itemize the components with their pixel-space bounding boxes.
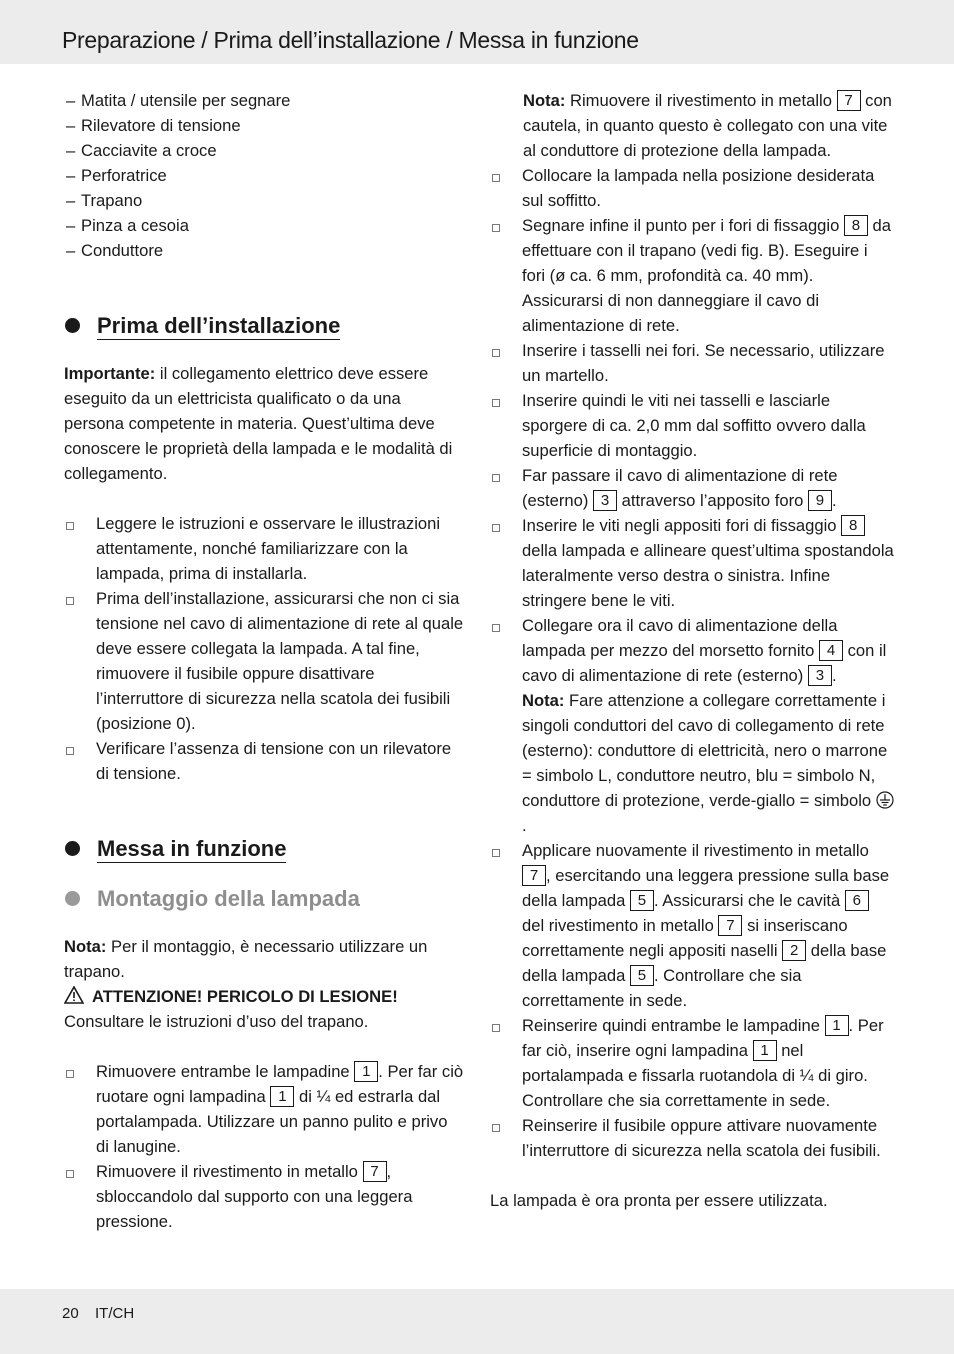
mounting-note: Nota: Per il montaggio, è necessario utilizzare un trapano. [64, 937, 428, 981]
step-item: Collegare ora il cavo di alimentazione della lampada per mezzo del morsetto fornito 4 con il cavo di alimentazione di rete (esterno) 3 . Nota: Fare attenzione a collegare correttamente i singoli conduttori del cavo di collegamento di rete (esterno): conduttore di elettricità, nero o marrone = simbolo L, conduttore neutro, blu = simbolo N, conduttore di protezione, verde-giallo = simbolo . [490, 613, 894, 838]
tool-item: – Perforatrice [64, 163, 464, 188]
ground-symbol-icon [876, 791, 894, 809]
part-number: 9 [808, 490, 832, 511]
important-paragraph: Importante: il collegamento elettrico deve essere eseguito da un elettricista qualificato o da una persona competente in materia. Quest’ultima deve conoscere le proprietà della lampada e le modalità di collegamento. [64, 364, 453, 483]
part-number: 8 [841, 515, 865, 536]
section-heading-operation: Messa in funzione [64, 833, 464, 865]
tool-item: – Conduttore [64, 238, 464, 263]
part-number: 6 [845, 890, 869, 911]
step-item: Rimuovere il rivestimento in metallo 7 , sbloccandolo dal supporto con una leggera pressione. [64, 1159, 464, 1234]
locale-label: IT/CH [95, 1305, 135, 1322]
warning-text: Consultare le istruzioni d’uso del trapano. [64, 1012, 369, 1031]
page-number: 20 [62, 1305, 79, 1322]
tool-item: – Rilevatore di tensione [64, 113, 464, 138]
part-number: 7 [718, 915, 742, 936]
part-number: 7 [363, 1161, 387, 1182]
page-footer [0, 1289, 954, 1354]
step-item: Inserire i tasselli nei fori. Se necessario, utilizzare un martello. [490, 338, 894, 388]
step-item: Inserire le viti negli appositi fori di fissaggio 8 della lampada e allineare quest’ultima spostandola lateralmente verso destra o sinistra. Infine stringere bene le viti. [490, 513, 894, 613]
step-item: Prima dell’installazione, assicurarsi che non ci sia tensione nel cavo di alimentazione di rete al quale deve essere collegata la lampada. A tal fine, rimuovere il fusibile oppure disattivare l’interruttore di sicurezza nella scatola dei fusibili (posizione 0). [64, 586, 464, 736]
page-header [0, 0, 954, 64]
part-number: 1 [825, 1015, 849, 1036]
step-item: Verificare l’assenza di tensione con un rilevatore di tensione. [64, 736, 464, 786]
step-item: Rimuovere entrambe le lampadine 1 . Per far ciò ruotare ogni lampadina 1 di ¼ ed estrarla dal portalampada. Utilizzare un panno pulito e privo di lanugine. [64, 1059, 464, 1159]
part-number: 7 [522, 865, 546, 886]
tool-item: – Cacciavite a croce [64, 138, 464, 163]
step-item: Applicare nuovamente il rivestimento in metallo 7 , esercitando una leggera pressione sulla base della lampada 5 . Assicurarsi che le cavità 6 del rivestimento in metallo 7 si inseriscano correttamente negli appositi naselli 2 della base della lampada 5 . Controllare che sia correttamente in sede. [490, 838, 894, 1013]
step-item: Inserire quindi le viti nei tasselli e lasciarle sporgere di ca. 2,0 mm dal soffitto ovvero dalla superficie di montaggio. [490, 388, 894, 463]
closing-text: La lampada è ora pronta per essere utilizzata. [490, 1191, 828, 1210]
step-item: Reinserire quindi entrambe le lampadine 1 . Per far ciò, inserire ogni lampadina 1 nel portalampada e fissarla ruotandola di ¼ di giro. Controllare che sia correttamente in sede. [490, 1013, 894, 1113]
part-number: 4 [819, 640, 843, 661]
part-number: 1 [354, 1061, 378, 1082]
page-title: Preparazione / Prima dell’installazione / Messa in funzione [62, 27, 639, 53]
part-number: 5 [630, 890, 654, 911]
part-number: 7 [837, 90, 861, 111]
tool-item: – Trapano [64, 188, 464, 213]
step-item: Reinserire il fusibile oppure attivare nuovamente l’interruttore di sicurezza nella scatola dei fusibili. [490, 1113, 894, 1163]
section-heading-mounting: Montaggio della lampada [64, 883, 464, 915]
step-item: Segnare infine il punto per i fori di fissaggio 8 da effettuare con il trapano (vedi fig. B). Eseguire i fori (ø ca. 6 mm, profondità ca. 40 mm). Assicurarsi di non danneggiare il cavo di alimentazione di rete. [490, 213, 894, 338]
right-column [490, 88, 894, 1213]
part-number: 5 [630, 965, 654, 986]
warning-line: ATTENZIONE! PERICOLO DI LESIONE! [64, 984, 464, 1009]
part-number: 1 [270, 1086, 294, 1107]
step-item: Far passare il cavo di alimentazione di rete (esterno) 3 attraverso l’apposito foro 9 . [490, 463, 894, 513]
tool-item: – Matita / utensile per segnare [64, 88, 464, 113]
step-item: Leggere le istruzioni e osservare le illustrazioni attentamente, nonché familiarizzare con la lampada, prima di installarla. [64, 511, 464, 586]
step-item: Collocare la lampada nella posizione desiderata sul soffitto. [490, 163, 894, 213]
section-heading-installation: Prima dell’installazione [64, 310, 464, 342]
part-number: 8 [844, 215, 868, 236]
warning-icon [64, 986, 84, 1004]
part-number: 1 [753, 1040, 777, 1061]
part-number: 2 [782, 940, 806, 961]
cover-note: Nota: Rimuovere il rivestimento in metallo 7 con cautela, in quanto questo è collegato con una vite al conduttore di protezione della lampada. [523, 91, 892, 160]
part-number: 3 [593, 490, 617, 511]
left-column [64, 88, 464, 1234]
part-number: 3 [808, 665, 832, 686]
tool-item: – Pinza a cesoia [64, 213, 464, 238]
